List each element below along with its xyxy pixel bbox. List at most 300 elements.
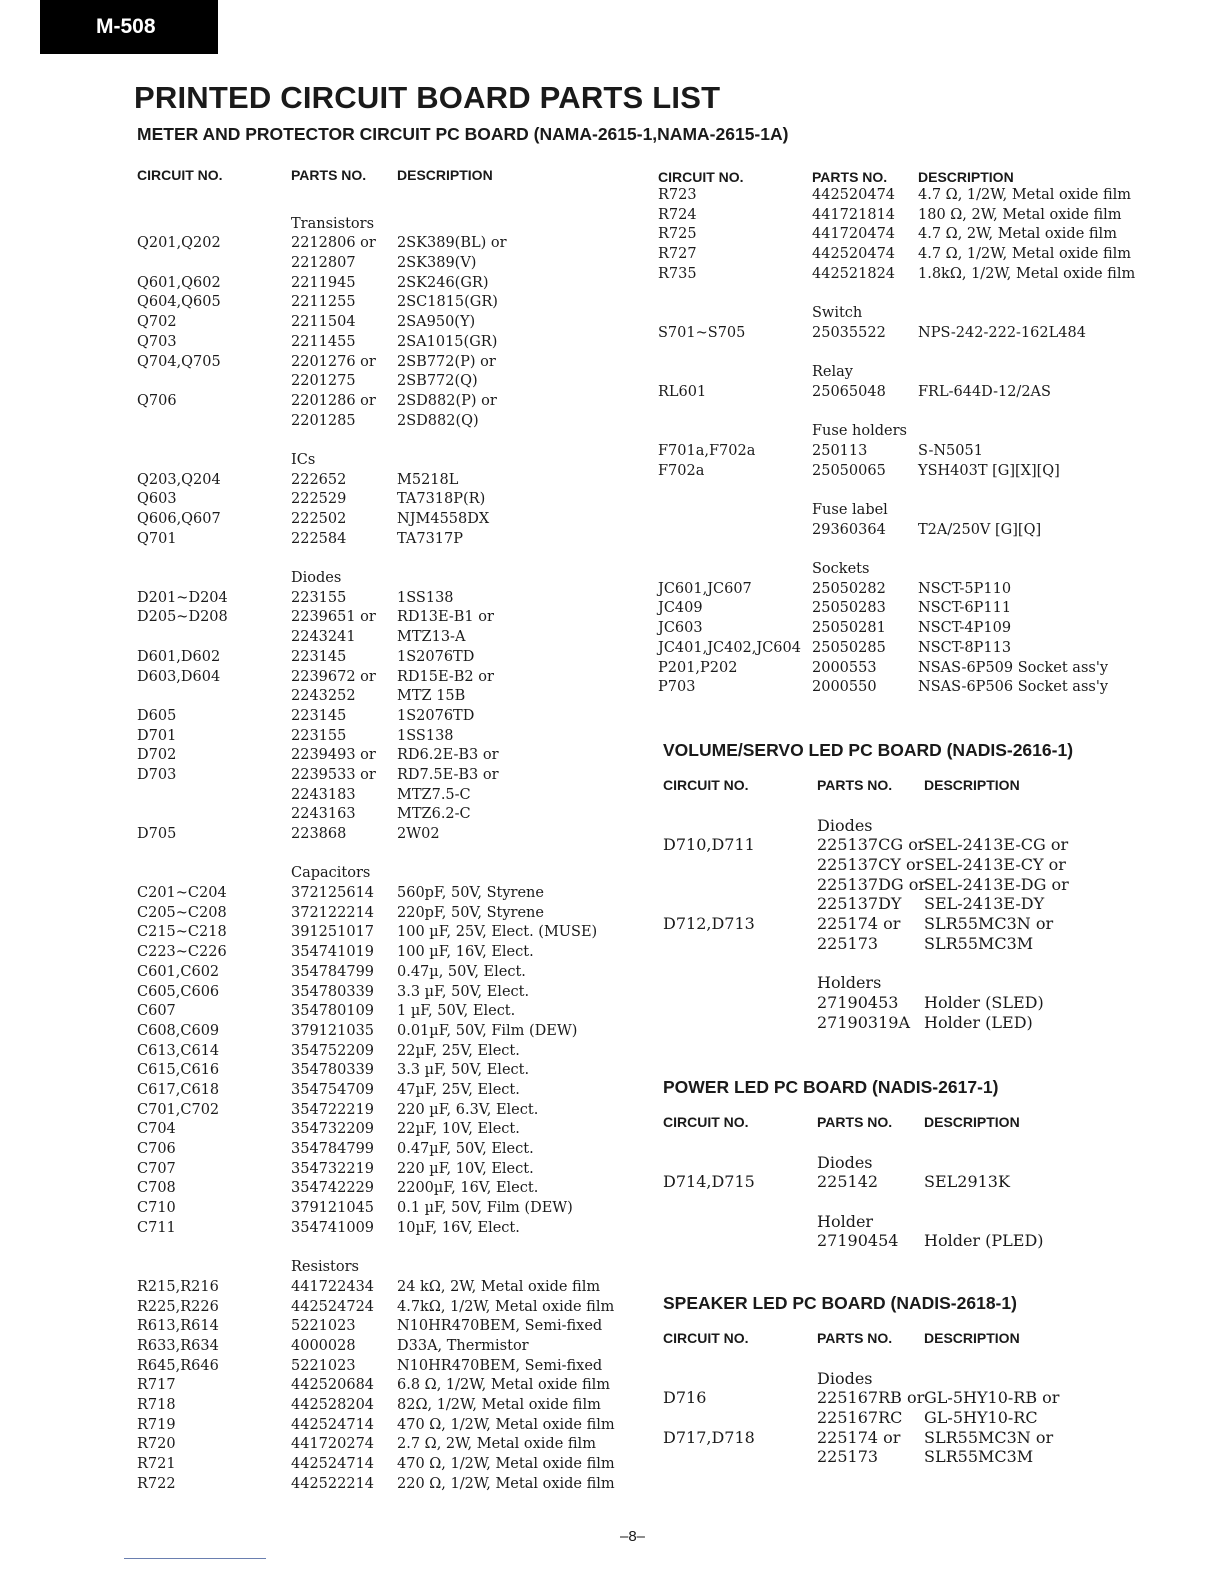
circuit-no-cell: C615,C616 [137, 1062, 220, 1079]
table-row [663, 1212, 1044, 1232]
power-led-board-section [663, 1075, 1044, 1251]
table-row [663, 993, 1073, 1013]
table-row [663, 1133, 1044, 1153]
table-row [658, 442, 1198, 462]
circuit-no-cell [663, 934, 817, 954]
parts-no-cell: 442520684 [291, 1377, 375, 1394]
parts-no-cell: 441720474 [812, 226, 896, 243]
table-row [137, 983, 647, 1003]
description-cell: Holder (SLED) [924, 992, 1044, 1012]
circuit-no-cell: R720 [137, 1436, 176, 1453]
header-parts-no: PARTS NO. [812, 169, 888, 185]
description-cell: 1S2076TD [397, 648, 475, 665]
circuit-no-cell [663, 1447, 817, 1467]
table-row [137, 864, 647, 884]
description-cell: 2SC1815(GR) [397, 294, 498, 311]
section-header [663, 1329, 1059, 1347]
table-row [663, 894, 1073, 914]
parts-no-cell: 2000550 [812, 679, 877, 696]
table-row [658, 619, 1198, 639]
table-row [137, 1455, 647, 1475]
description-cell: 2SD882(Q) [397, 412, 479, 429]
table-row [137, 1475, 647, 1495]
description-cell: 2200µF, 16V, Elect. [397, 1180, 539, 1197]
table-row [137, 431, 647, 451]
table-row [137, 786, 647, 806]
table-row [658, 344, 1198, 364]
parts-no-cell: 223145 [291, 707, 347, 724]
description-cell: 22µF, 25V, Elect. [397, 1042, 520, 1059]
circuit-no-cell [137, 431, 291, 451]
circuit-no-cell: C607 [137, 1003, 176, 1020]
table-row [137, 668, 647, 688]
parts-no-cell: 5221023 [291, 1318, 356, 1335]
parts-no-cell: ICs [291, 451, 316, 468]
table-row [658, 599, 1198, 619]
description-cell: SEL-2413E-CY or [924, 855, 1066, 875]
parts-no-cell: 225167RB or [817, 1388, 925, 1408]
circuit-no-cell: D716 [663, 1388, 707, 1408]
parts-no-cell [291, 845, 397, 865]
parts-no-cell: 442524714 [291, 1456, 375, 1472]
table-row [137, 1337, 647, 1357]
table-row [137, 234, 647, 254]
description-cell: 22µF, 10V, Elect. [397, 1121, 520, 1138]
description-cell: 220pF, 50V, Styrene [397, 904, 544, 921]
circuit-no-cell: S701~S705 [658, 324, 746, 341]
circuit-no-cell: D205~D208 [137, 609, 228, 626]
description-cell: GL-5HY10-RB or [924, 1388, 1060, 1408]
table-row [663, 875, 1073, 895]
parts-no-cell: 354722219 [291, 1101, 375, 1118]
speaker-led-board-section [663, 1291, 1059, 1467]
parts-no-cell: 442524724 [291, 1298, 375, 1315]
parts-no-cell [817, 796, 924, 816]
circuit-no-cell: Q702 [137, 314, 177, 331]
parts-no-cell [817, 1133, 924, 1153]
parts-no-cell: 222529 [291, 491, 347, 508]
circuit-no-cell [137, 451, 291, 471]
table-row [137, 530, 647, 550]
table-row [137, 1002, 647, 1022]
table-row [137, 1376, 647, 1396]
table-row [137, 195, 647, 215]
parts-no-cell: 25050065 [812, 462, 886, 479]
description-cell: 100 µF, 16V, Elect. [397, 944, 534, 961]
table-row [658, 659, 1198, 679]
parts-no-cell: 2201276 or [291, 353, 376, 370]
description-cell: NSCT-4P109 [918, 620, 1012, 637]
parts-no-cell: 2239651 or [291, 609, 376, 626]
section-title: SPEAKER LED PC BOARD (NADIS-2618-1) [663, 1293, 1017, 1313]
table-row [137, 1081, 647, 1101]
table-row [137, 471, 647, 491]
circuit-no-cell [663, 1369, 817, 1389]
circuit-no-cell: C617,C618 [137, 1081, 220, 1098]
table-row [137, 1357, 647, 1377]
table-row [137, 825, 647, 845]
circuit-no-cell [658, 481, 812, 501]
parts-no-cell: 354741009 [291, 1219, 375, 1236]
table-row [137, 412, 647, 432]
header-description: DESCRIPTION [924, 1114, 1020, 1130]
description-cell: 4.7kΩ, 1/2W, Metal oxide film [397, 1298, 615, 1315]
parts-no-cell: 354732219 [291, 1160, 375, 1177]
circuit-no-cell: D714,D715 [663, 1172, 755, 1192]
table-row [663, 973, 1073, 993]
circuit-no-cell [137, 864, 291, 884]
parts-no-cell [812, 540, 918, 560]
description-cell: NJM4558DX [397, 511, 490, 527]
circuit-no-cell [663, 855, 817, 875]
parts-no-cell: 379121035 [291, 1022, 375, 1039]
description-cell: 1SS138 [397, 727, 454, 744]
parts-no-cell: 225174 or [817, 914, 901, 934]
circuit-no-cell [137, 372, 291, 392]
circuit-no-cell [137, 1258, 291, 1278]
table-row [663, 816, 1073, 836]
table-row [137, 1179, 647, 1199]
circuit-no-cell: R735 [658, 265, 697, 282]
description-cell: NSCT-6P111 [918, 600, 1012, 617]
parts-no-cell: 354732209 [291, 1121, 375, 1138]
table-row [663, 1369, 1059, 1389]
description-cell: 0.47µ, 50V, Elect. [397, 963, 526, 980]
circuit-no-cell [663, 796, 817, 816]
parts-no-cell: 225137DY [817, 894, 902, 914]
circuit-no-cell: C601,C602 [137, 963, 220, 980]
table-row [658, 481, 1198, 501]
circuit-no-cell: C707 [137, 1160, 176, 1177]
parts-no-cell: Switch [812, 305, 863, 322]
circuit-no-cell: Q601,Q602 [137, 274, 221, 291]
table-row [663, 954, 1073, 974]
parts-no-cell [291, 1238, 397, 1258]
circuit-no-cell [137, 805, 291, 825]
table-row [137, 884, 647, 904]
circuit-no-cell [658, 363, 812, 383]
table-row [137, 687, 647, 707]
table-row [663, 914, 1073, 934]
table-row [137, 353, 647, 373]
table-row [658, 422, 1198, 442]
board-subtitle: METER AND PROTECTOR CIRCUIT PC BOARD (NAMA-2615-1,NAMA-2615-1A) [137, 124, 789, 144]
circuit-no-cell [663, 894, 817, 914]
circuit-no-cell: R225,R226 [137, 1298, 219, 1315]
table-row [137, 1061, 647, 1081]
parts-no-cell: 354784799 [291, 963, 375, 980]
table-row [137, 254, 647, 274]
circuit-no-cell: P201,P202 [658, 659, 738, 676]
description-cell: SEL-2413E-DG or [924, 874, 1069, 894]
table-row [137, 746, 647, 766]
description-cell: SLR55MC3M [924, 933, 1034, 953]
description-cell: 10µF, 16V, Elect. [397, 1219, 520, 1236]
circuit-no-cell: R633,R634 [137, 1337, 219, 1354]
header-circuit-no: CIRCUIT NO. [663, 777, 749, 793]
parts-no-cell: 222502 [291, 511, 347, 527]
parts-no-cell [291, 549, 397, 569]
circuit-no-cell [663, 954, 817, 974]
table-row [658, 304, 1198, 324]
parts-no-cell: 2211255 [291, 294, 356, 311]
table-row [137, 1101, 647, 1121]
circuit-no-cell: R215,R216 [137, 1278, 219, 1295]
page-number: –8– [620, 1528, 646, 1545]
description-cell: M5218L [397, 471, 459, 488]
table-row [137, 1278, 647, 1298]
table-row [658, 639, 1198, 659]
circuit-no-cell [663, 1212, 817, 1232]
table-row [658, 265, 1198, 285]
description-cell: 4.7 Ω, 2W, Metal oxide film [918, 226, 1117, 243]
parts-no-cell: Fuse holders [812, 423, 907, 440]
description-cell: 0.01µF, 50V, Film (DEW) [397, 1022, 578, 1039]
parts-no-cell: 372122214 [291, 904, 375, 921]
header-circuit-no: CIRCUIT NO. [137, 167, 223, 183]
parts-no-cell: 223145 [291, 648, 347, 665]
table-row [658, 363, 1198, 383]
parts-no-cell: Diodes [291, 570, 342, 587]
description-cell: GL-5HY10-RC [924, 1408, 1038, 1428]
parts-no-cell: 354780339 [291, 983, 375, 1000]
description-cell: 2SK389(BL) or [397, 235, 507, 252]
left-column-header [137, 166, 647, 184]
description-cell: NSAS-6P506 Socket ass'y [918, 679, 1109, 696]
circuit-no-cell: D717,D718 [663, 1427, 755, 1447]
parts-no-cell: 225173 [817, 1447, 879, 1467]
table-row [137, 392, 647, 412]
parts-no-cell: 225137CG or [817, 835, 926, 855]
description-cell: 470 Ω, 1/2W, Metal oxide film [397, 1456, 615, 1472]
parts-no-cell: 2211455 [291, 333, 356, 350]
parts-no-cell: 25050285 [812, 639, 886, 656]
table-row [658, 186, 1198, 206]
circuit-no-cell [137, 215, 291, 235]
description-cell: 100 µF, 25V, Elect. (MUSE) [397, 924, 598, 941]
parts-no-cell: 223155 [291, 727, 347, 744]
table-row [137, 451, 647, 471]
table-row [137, 904, 647, 924]
description-cell: MTZ13-A [397, 629, 466, 646]
description-cell: 560pF, 50V, Styrene [397, 885, 544, 902]
parts-no-cell: 27190453 [817, 992, 899, 1012]
circuit-no-cell [658, 422, 812, 442]
table-row [137, 608, 647, 628]
description-cell: 2SA950(Y) [397, 314, 476, 331]
parts-no-cell [812, 403, 918, 423]
description-cell: 24 kΩ, 2W, Metal oxide film [397, 1278, 601, 1295]
circuit-no-cell: Q603 [137, 491, 177, 508]
description-cell: T2A/250V [G][Q] [918, 521, 1042, 538]
table-row [658, 403, 1198, 423]
parts-no-cell [291, 431, 397, 451]
parts-no-cell: 354780109 [291, 1003, 375, 1020]
table-row [137, 845, 647, 865]
parts-no-cell: Capacitors [291, 865, 371, 882]
circuit-no-cell [663, 973, 817, 993]
circuit-no-cell [658, 560, 812, 580]
left-parts-rows [137, 195, 647, 1494]
circuit-no-cell: R721 [137, 1456, 176, 1472]
circuit-no-cell [658, 540, 812, 560]
table-row [137, 766, 647, 786]
table-row [137, 943, 647, 963]
description-cell: 470 Ω, 1/2W, Metal oxide film [397, 1416, 615, 1433]
table-row [137, 707, 647, 727]
table-row [658, 462, 1198, 482]
description-cell: RD6.2E-B3 or [397, 747, 499, 764]
circuit-no-cell: Q706 [137, 392, 177, 409]
circuit-no-cell [137, 786, 291, 806]
right-column-header [658, 168, 1198, 186]
table-row [658, 521, 1198, 541]
description-cell: TA7318P(R) [397, 491, 486, 508]
section-header [663, 1113, 1044, 1131]
parts-no-cell: 2243252 [291, 688, 356, 705]
circuit-no-cell: D703 [137, 766, 177, 783]
table-row [137, 490, 647, 510]
description-cell: TA7317P [397, 530, 464, 547]
table-row [658, 560, 1198, 580]
header-description: DESCRIPTION [918, 169, 1014, 185]
circuit-no-cell [658, 501, 812, 521]
circuit-no-cell [137, 569, 291, 589]
parts-no-cell: 354752209 [291, 1042, 375, 1059]
table-row [137, 510, 647, 530]
circuit-no-cell: C708 [137, 1180, 176, 1197]
table-row [137, 1298, 647, 1318]
parts-no-cell: Diodes [817, 1152, 873, 1172]
circuit-no-cell: F701a,F702a [658, 442, 756, 459]
description-cell: 4.7 Ω, 1/2W, Metal oxide film [918, 246, 1132, 263]
circuit-no-cell: F702a [658, 462, 705, 479]
parts-no-cell: 225173 [817, 933, 879, 953]
description-cell: MTZ7.5-C [397, 786, 471, 803]
description-cell: YSH403T [G][X][Q] [918, 462, 1060, 479]
table-row [137, 1219, 647, 1239]
table-row [137, 549, 647, 569]
table-row [137, 1199, 647, 1219]
parts-no-cell: Resistors [291, 1259, 359, 1276]
table-row [137, 963, 647, 983]
table-row [137, 1160, 647, 1180]
description-cell: Holder (LED) [924, 1012, 1033, 1032]
description-cell: NSCT-5P110 [918, 580, 1012, 597]
circuit-no-cell: JC401,JC402,JC604 [658, 639, 801, 656]
circuit-no-cell: Q701 [137, 530, 177, 547]
parts-no-cell: 2243163 [291, 806, 356, 823]
description-cell: 1S2076TD [397, 707, 475, 724]
section-header [663, 776, 1073, 794]
table-row [663, 1153, 1044, 1173]
circuit-no-cell: C215~C218 [137, 924, 227, 941]
parts-no-cell: 222584 [291, 530, 347, 547]
table-row [663, 835, 1073, 855]
circuit-no-cell: C710 [137, 1200, 176, 1217]
circuit-no-cell: R727 [658, 246, 697, 263]
description-cell: Holder (PLED) [924, 1231, 1044, 1251]
table-row [137, 1140, 647, 1160]
section-title: POWER LED PC BOARD (NADIS-2617-1) [663, 1077, 999, 1097]
circuit-no-cell: D601,D602 [137, 648, 221, 665]
header-circuit-no: CIRCUIT NO. [663, 1330, 749, 1346]
parts-no-cell [812, 344, 918, 364]
header-circuit-no: CIRCUIT NO. [663, 1114, 749, 1130]
table-row [137, 923, 647, 943]
header-parts-no: PARTS NO. [817, 1330, 893, 1346]
parts-no-cell: 354754709 [291, 1081, 375, 1098]
circuit-no-cell: R717 [137, 1377, 176, 1394]
table-row [658, 245, 1198, 265]
circuit-no-cell: D605 [137, 707, 177, 724]
circuit-no-cell [137, 195, 291, 215]
description-cell: 0.1 µF, 50V, Film (DEW) [397, 1200, 573, 1217]
parts-no-cell: 2211945 [291, 274, 356, 291]
parts-no-cell: 2201285 [291, 412, 356, 429]
description-cell: SLR55MC3M [924, 1447, 1034, 1467]
parts-no-cell: 25035522 [812, 324, 886, 341]
parts-no-cell: 5221023 [291, 1357, 356, 1374]
table-row [137, 313, 647, 333]
circuit-no-cell [663, 1153, 817, 1173]
circuit-no-cell: Q704,Q705 [137, 353, 221, 370]
description-cell: 220 µF, 6.3V, Elect. [397, 1101, 539, 1118]
circuit-no-cell [663, 993, 817, 1013]
circuit-no-cell: D710,D711 [663, 835, 755, 855]
circuit-no-cell [137, 1238, 291, 1258]
circuit-no-cell [663, 1231, 817, 1251]
circuit-no-cell: Q203,Q204 [137, 471, 221, 488]
parts-no-cell [817, 1349, 924, 1369]
circuit-no-cell: C205~C208 [137, 904, 227, 921]
description-cell: SEL-2413E-CG or [924, 835, 1069, 855]
table-row [137, 215, 647, 235]
parts-no-cell: 27190319A [817, 1012, 910, 1032]
table-row [663, 1428, 1059, 1448]
description-cell: N10HR470BEM, Semi-fixed [397, 1318, 603, 1335]
description-cell: 1 µF, 50V, Elect. [397, 1003, 516, 1020]
parts-no-cell: 25050283 [812, 600, 886, 617]
circuit-no-cell: R719 [137, 1416, 176, 1433]
parts-no-cell: 354780339 [291, 1062, 375, 1079]
table-row [137, 1435, 647, 1455]
circuit-no-cell [658, 403, 812, 423]
circuit-no-cell: R724 [658, 206, 697, 223]
parts-no-cell: 2243241 [291, 629, 356, 646]
parts-no-cell: 442520474 [812, 187, 896, 203]
parts-no-cell: Holder [817, 1211, 874, 1231]
circuit-no-cell [663, 816, 817, 836]
table-row [137, 333, 647, 353]
table-row [658, 580, 1198, 600]
table-row [663, 1408, 1059, 1428]
circuit-no-cell: C223~C226 [137, 944, 227, 961]
table-row [137, 1120, 647, 1140]
table-row [663, 1388, 1059, 1408]
parts-no-cell: 442528204 [291, 1396, 375, 1413]
description-cell: RD13E-B1 or [397, 609, 494, 626]
parts-no-cell [817, 1192, 924, 1212]
circuit-no-cell: C608,C609 [137, 1022, 220, 1039]
parts-no-cell: 2212807 [291, 255, 356, 272]
circuit-no-cell: R722 [137, 1475, 176, 1492]
circuit-no-cell: C706 [137, 1141, 176, 1157]
section-rows [663, 1133, 1044, 1251]
description-cell: 2SA1015(GR) [397, 333, 498, 350]
parts-no-cell: 441720274 [291, 1436, 375, 1453]
table-row [137, 628, 647, 648]
